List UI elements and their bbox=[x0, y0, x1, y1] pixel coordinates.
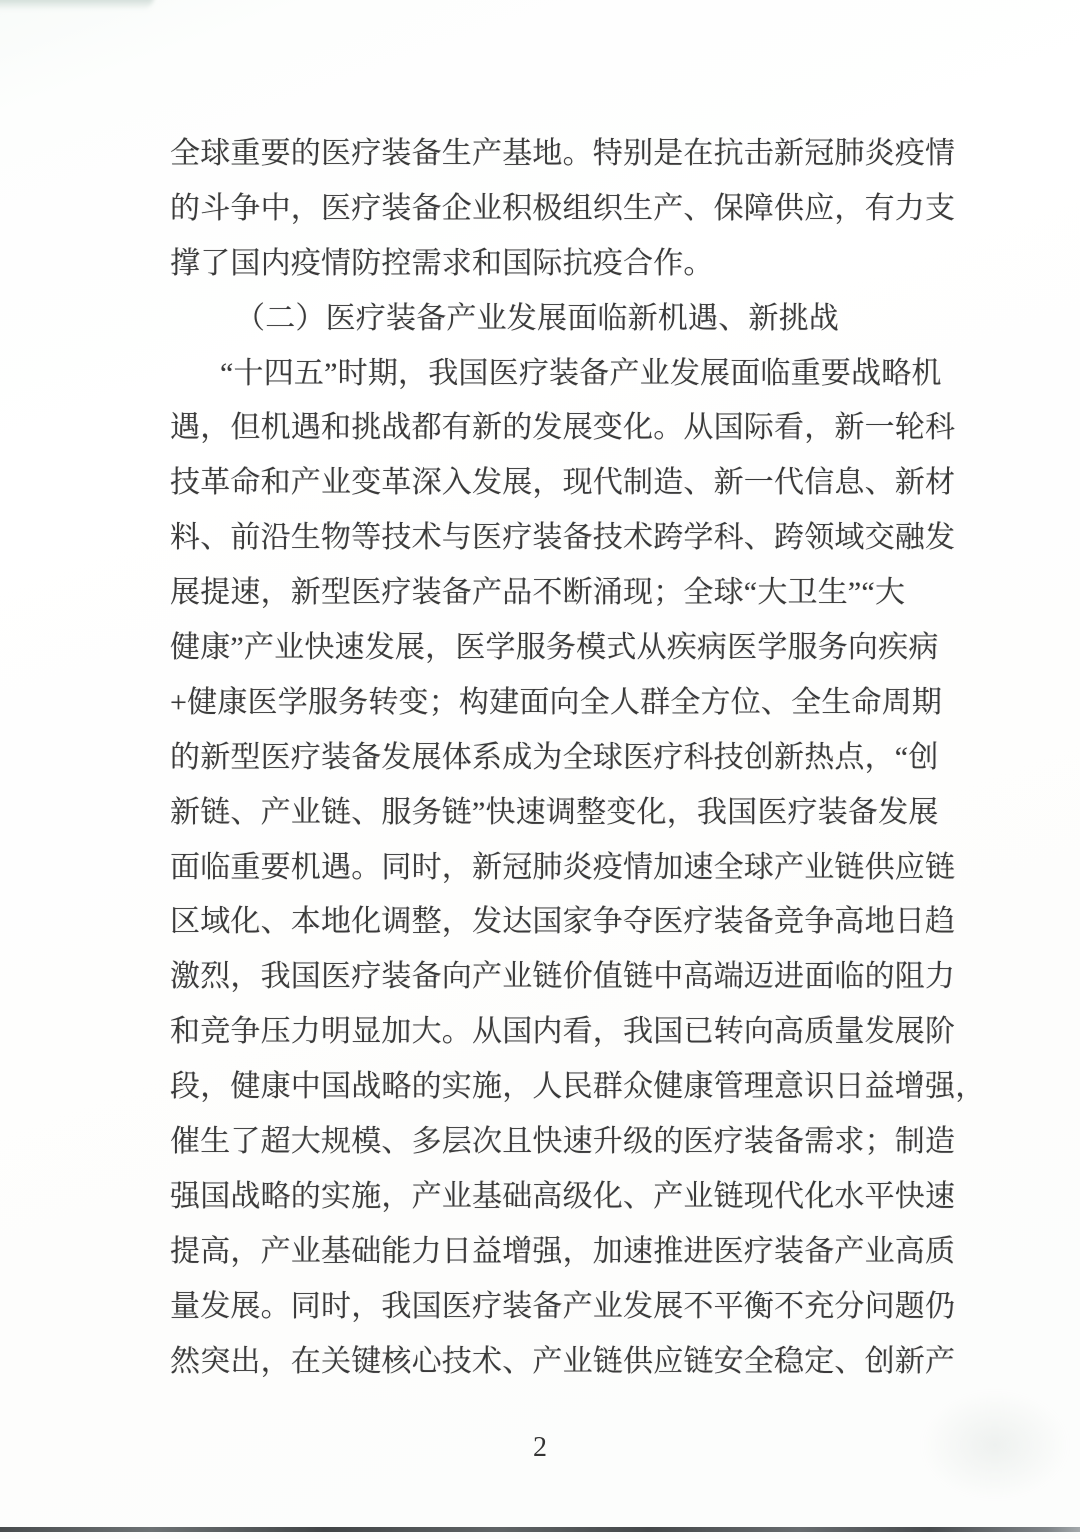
scan-artifact-bottom-edge bbox=[0, 1527, 1080, 1532]
document-body bbox=[170, 127, 986, 1389]
body-line: 展提速，新型医疗装备产品不断涌现；全球“大卫生”“大 bbox=[170, 576, 906, 610]
body-line: 的新型医疗装备发展体系成为全球医疗科技创新热点，“创 bbox=[170, 740, 939, 774]
page-number: 2 bbox=[533, 1432, 547, 1463]
body-line: 区域化、本地化调整，发达国家争夺医疗装备竞争高地日趋 bbox=[170, 905, 956, 939]
body-line: 撑了国内疫情防控需求和国际抗疫合作。 bbox=[170, 246, 714, 280]
body-line: 新链、产业链、服务链”快速调整变化，我国医疗装备发展 bbox=[170, 795, 939, 829]
paragraph-first-line: “十四五”时期，我国医疗装备产业发展面临重要战略机 bbox=[220, 356, 942, 390]
section-heading: （二）医疗装备产业发展面临新机遇、新挑战 bbox=[235, 301, 839, 335]
body-line: 强国战略的实施，产业基础高级化、产业链现代化水平快速 bbox=[170, 1179, 956, 1213]
body-line: 激烈，我国医疗装备向产业链价值链中高端迈进面临的阻力 bbox=[170, 960, 956, 994]
body-line: 和竞争压力明显加大。从国内看，我国已转向高质量发展阶 bbox=[170, 1015, 956, 1049]
body-line: 然突出，在关键核心技术、产业链供应链安全稳定、创新产 bbox=[170, 1344, 956, 1378]
body-line: 量发展。同时，我国医疗装备产业发展不平衡不充分问题仍 bbox=[170, 1289, 956, 1323]
body-line: 催生了超大规模、多层次且快速升级的医疗装备需求；制造 bbox=[170, 1125, 956, 1159]
body-line: 全球重要的医疗装备生产基地。特别是在抗击新冠肺炎疫情 bbox=[170, 137, 956, 170]
body-line: +健康医学服务转变；构建面向全人群全方位、全生命周期 bbox=[170, 685, 943, 719]
body-line: 技革命和产业变革深入发展，现代制造、新一代信息、新材 bbox=[170, 466, 956, 500]
body-line: 提高，产业基础能力日益增强，加速推进医疗装备产业高质 bbox=[170, 1234, 956, 1268]
scan-artifact-top-edge bbox=[0, 0, 154, 10]
body-line: 面临重要机遇。同时，新冠肺炎疫情加速全球产业链供应链 bbox=[170, 850, 956, 884]
body-line: 健康”产业快速发展，医学服务模式从疾病医学服务向疾病 bbox=[170, 631, 939, 665]
body-line: 的斗争中，医疗装备企业积极组织生产、保障供应，有力支 bbox=[170, 191, 956, 225]
body-line: 遇，但机遇和挑战都有新的发展变化。从国际看，新一轮科 bbox=[170, 411, 956, 445]
scan-artifact-smudge bbox=[920, 1390, 1070, 1500]
body-line: 料、前沿生物等技术与医疗装备技术跨学科、跨领域交融发 bbox=[170, 521, 956, 555]
body-line: 段，健康中国战略的实施，人民群众健康管理意识日益增强， bbox=[170, 1070, 986, 1104]
